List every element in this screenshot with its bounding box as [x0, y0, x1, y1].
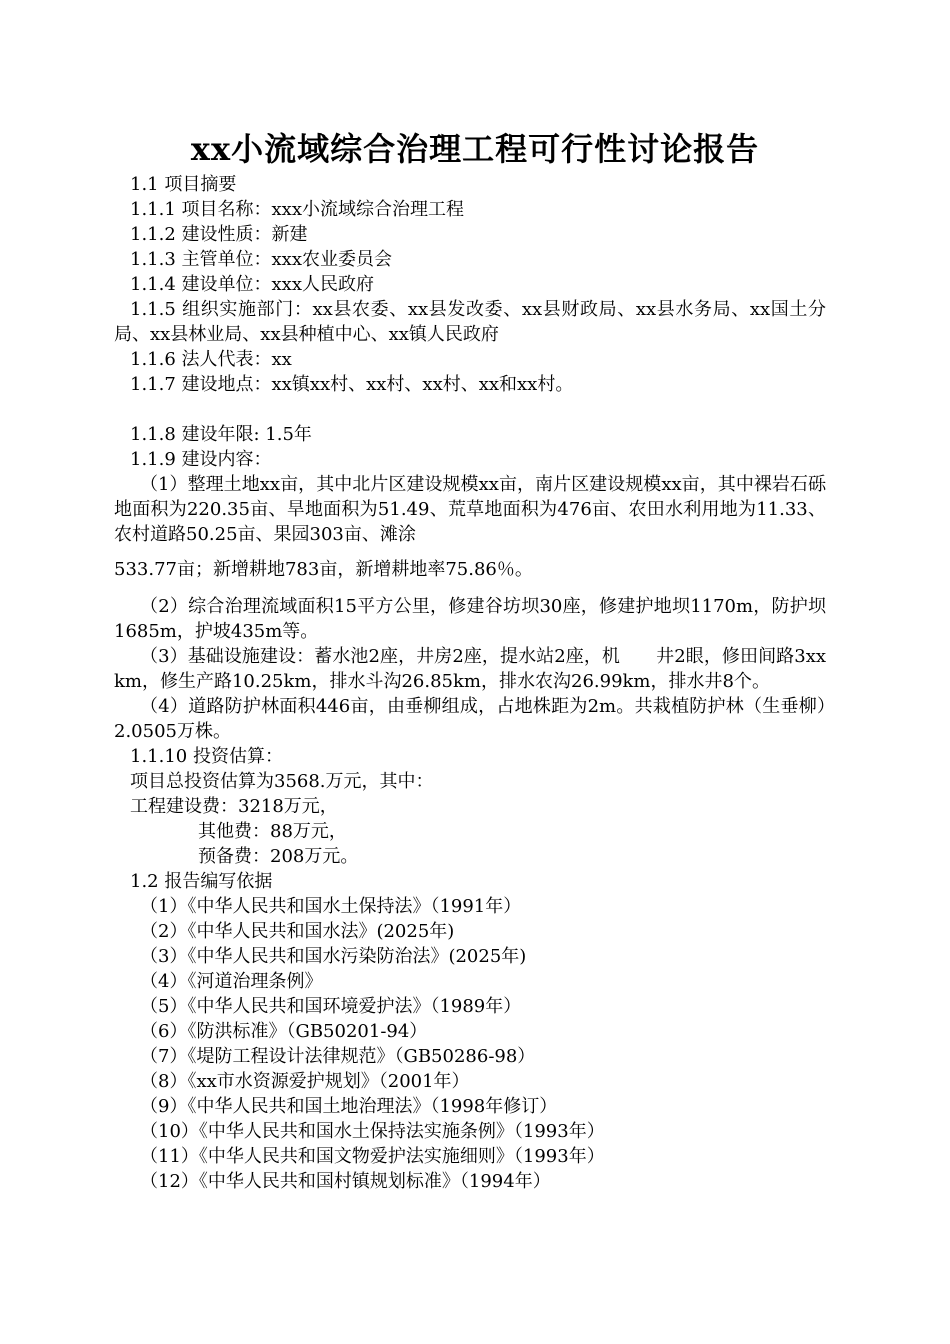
construction-location: 1.1.7 建设地点：xx镇xx村、xx村、xx村、xx和xx村。 [130, 374, 574, 395]
investment-total: 项目总投资估算为3568.万元，其中： [130, 771, 434, 792]
supervising-unit: 1.1.3 主管单位：xxx农业委员会 [130, 249, 392, 270]
basis-item: （4）《河道治理条例》 [140, 971, 323, 992]
document-body [114, 172, 826, 1194]
basis-item: （8）《xx市水资源爱护规划》（2001年） [140, 1071, 470, 1092]
basis-item: （9）《中华人民共和国土地治理法》（1998年修订） [140, 1096, 558, 1117]
investment-reserve-fee: 预备费：208万元。 [198, 846, 359, 867]
investment-construction-fee: 工程建设费：3218万元， [130, 796, 338, 817]
basis-item: （7）《堤防工程设计法律规范》（GB50286-98） [140, 1046, 536, 1067]
construction-unit: 1.1.4 建设单位：xxx人民政府 [130, 274, 374, 295]
basis-item: （11）《中华人民共和国文物爱护法实施细则》（1993年） [140, 1146, 605, 1167]
construction-period: 1.1.8 建设年限: 1.5年 [130, 424, 312, 445]
document-title: xx小流域综合治理工程可行性讨论报告 [190, 130, 760, 168]
implementing-departments: 1.1.5 组织实施部门：xx县农委、xx县发改委、xx县财政局、xx县水务局、xx国土分局、xx县林业局、xx县种植中心、xx镇人民政府 [114, 299, 826, 345]
basis-item: （1）《中华人民共和国水土保持法》（1991年） [140, 896, 522, 917]
content-item-2: （2）综合治理流域面积15平方公里，修建谷坊坝30座，修建护地坝1170m，防护坝1685m，护坡435m等。 [114, 596, 826, 642]
construction-content-heading: 1.1.9 建设内容： [130, 449, 272, 470]
basis-item: （6）《防洪标准》（GB50201-94） [140, 1021, 428, 1042]
content-item-1: （1）整理土地xx亩，其中北片区建设规模xx亩，南片区建设规模xx亩，其中裸岩石砾地面积为220.35亩、旱地面积为51.49、荒草地面积为476亩、农田水利用地为11.33、农村道路50.25亩、果园303亩、滩涂 [114, 474, 826, 545]
legal-representative: 1.1.6 法人代表：xx [130, 349, 292, 370]
project-name: 1.1.1 项目名称：xxx小流域综合治理工程 [130, 199, 464, 220]
investment-other-fee: 其他费：88万元， [198, 821, 347, 842]
section-heading-1-1: 1.1 项目摘要 [130, 174, 237, 195]
construction-nature: 1.1.2 建设性质：新建 [130, 224, 308, 245]
basis-item: （2）《中华人民共和国水法》(2025年) [140, 921, 455, 942]
content-item-3: （3）基础设施建设：蓄水池2座，井房2座，提水站2座，机 井2眼，修田间路3xxkm，修生产路10.25km，排水斗沟26.85km，排水农沟26.99km，排水井8个。 [114, 646, 826, 692]
basis-item: （5）《中华人民共和国环境爱护法》（1989年） [140, 996, 522, 1017]
section-heading-1-2: 1.2 报告编写依据 [130, 871, 273, 892]
investment-heading: 1.1.10 投资估算： [130, 746, 283, 767]
content-item-4: （4）道路防护林面积446亩，由垂柳组成，占地株距为2m。共栽植防护林（生垂柳）2.0505万株。 [114, 696, 826, 742]
basis-item: （3）《中华人民共和国水污染防治法》(2025年) [140, 946, 527, 967]
basis-item: （12）《中华人民共和国村镇规划标准》（1994年） [140, 1171, 551, 1192]
content-item-1-continued: 533.77亩；新增耕地783亩，新增耕地率75.86％。 [114, 559, 533, 580]
basis-item: （10）《中华人民共和国水土保持法实施条例》（1993年） [140, 1121, 605, 1142]
